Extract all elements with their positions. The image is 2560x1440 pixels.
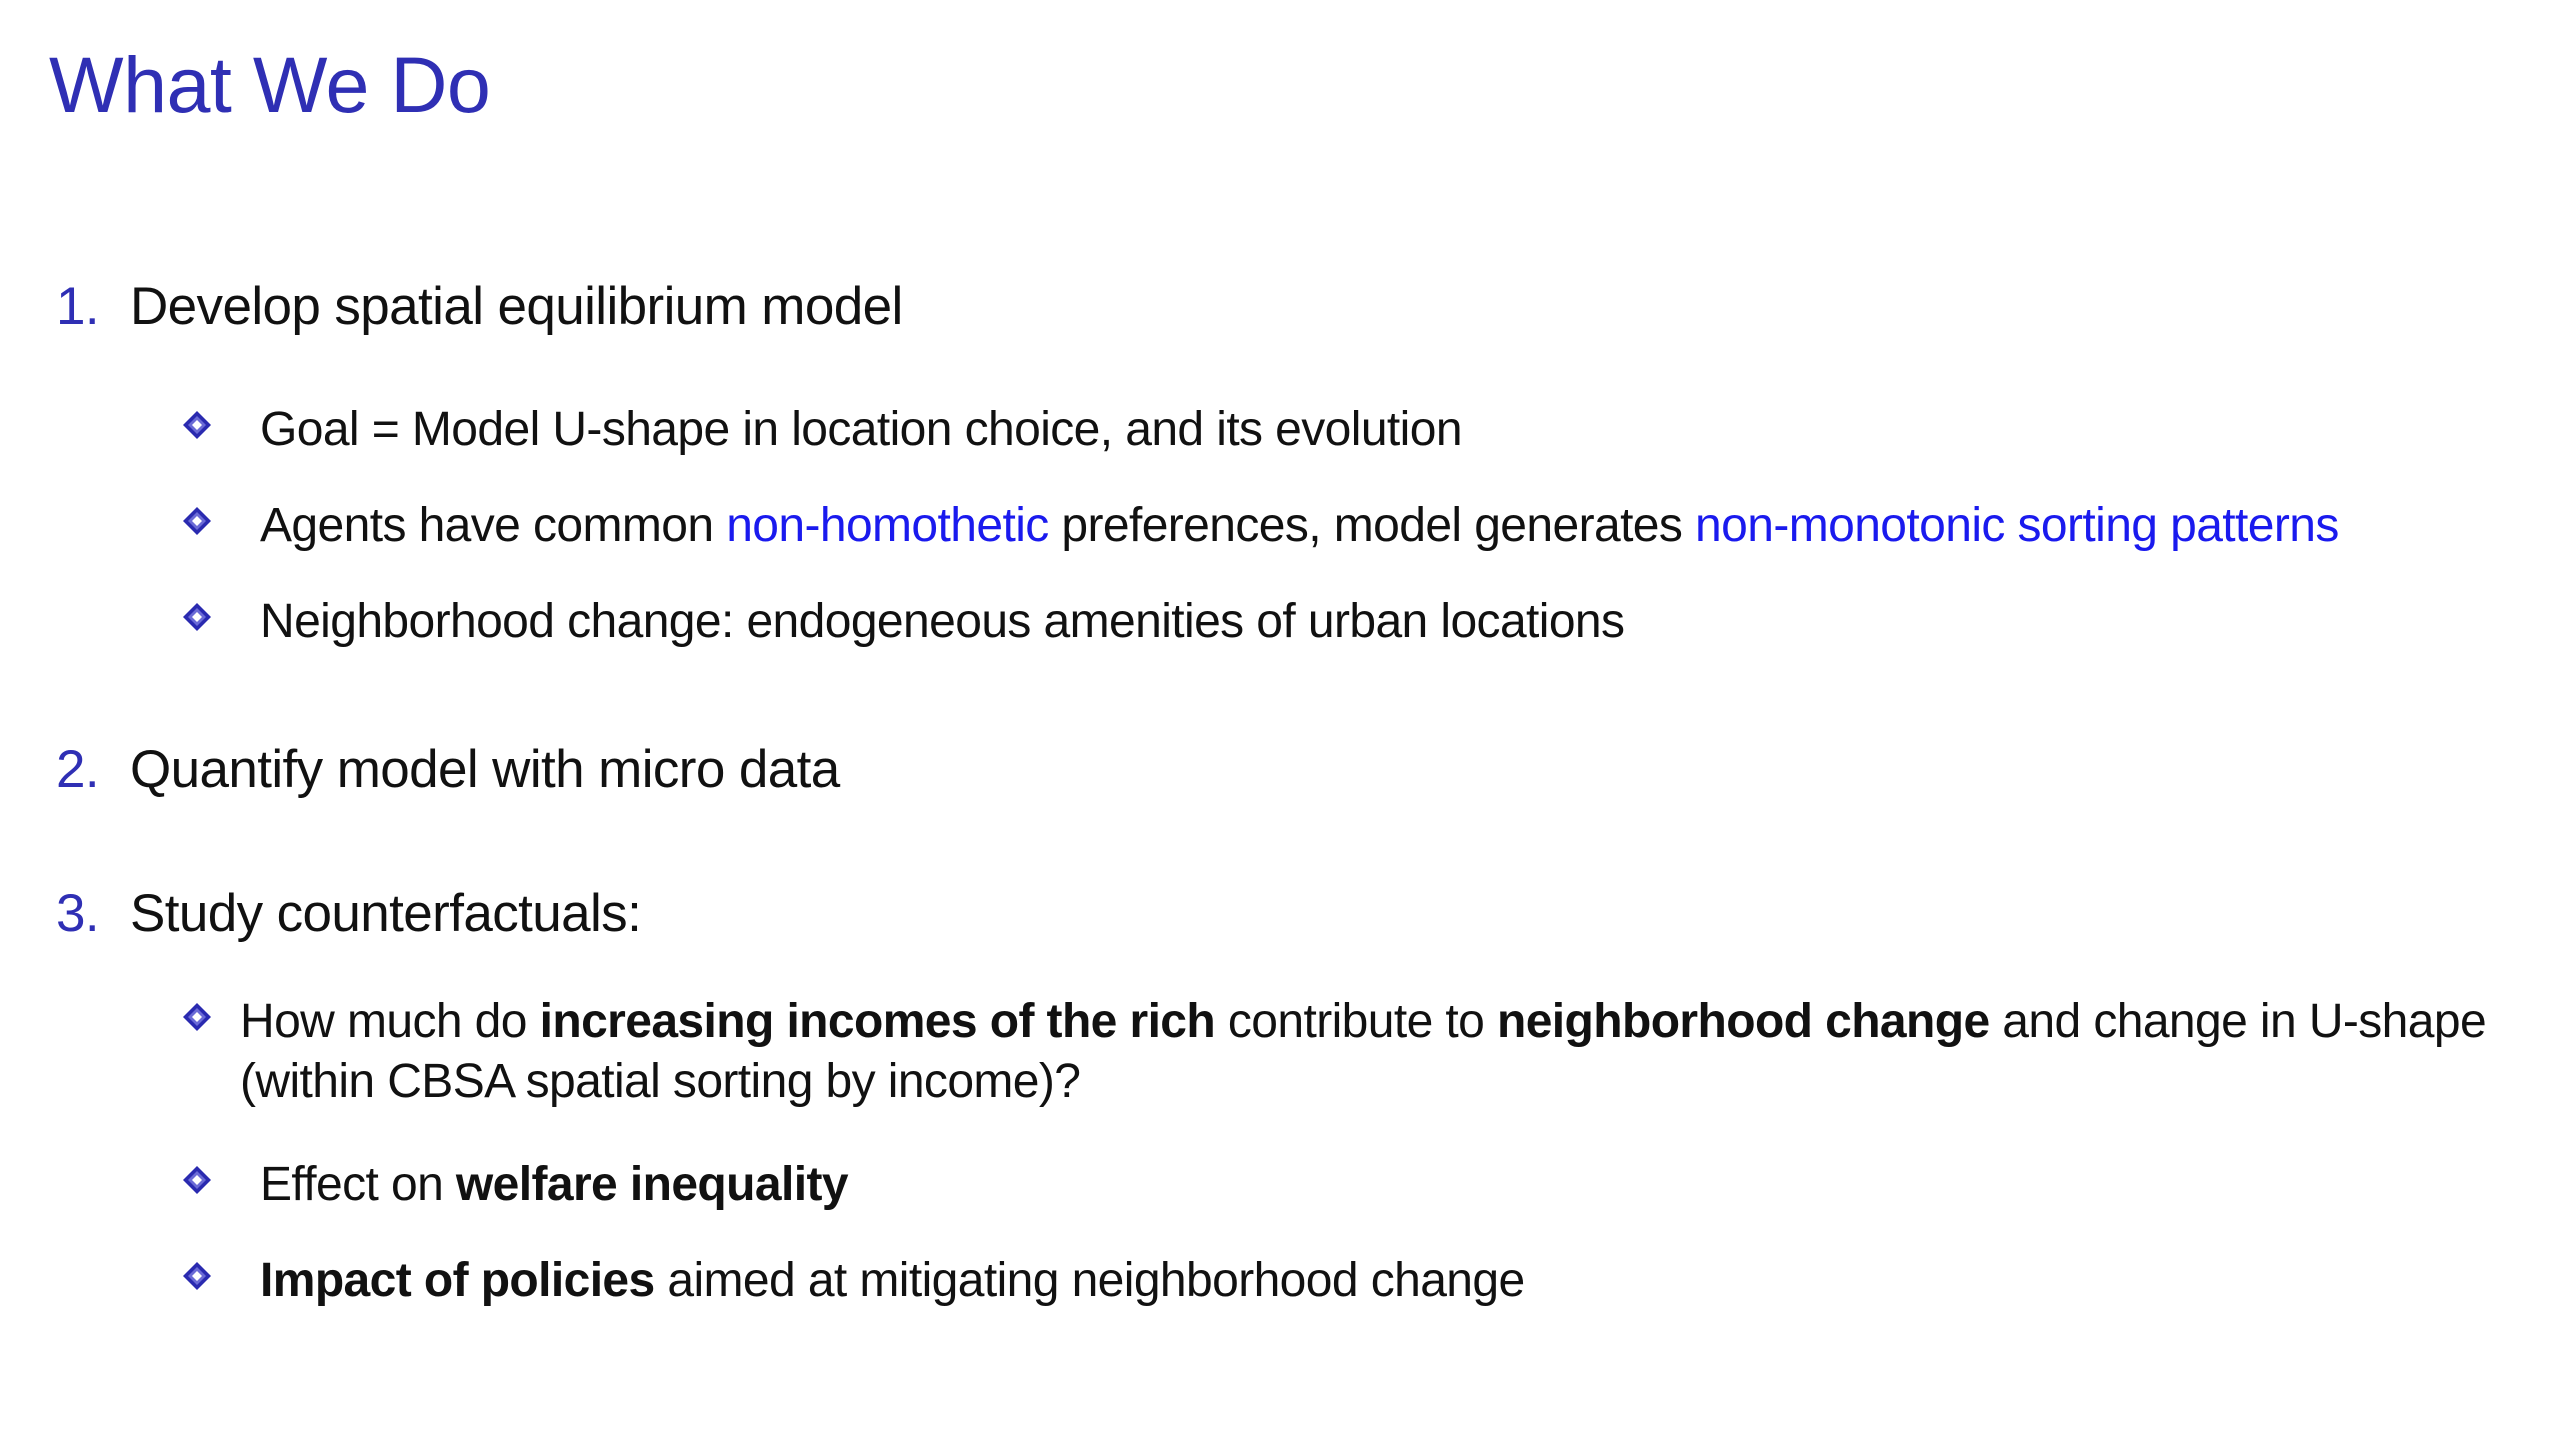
diamond-bullet-icon [182, 602, 222, 642]
text-run: preferences, model generates [1048, 499, 1696, 552]
bold-term: increasing incomes of the rich [539, 995, 1216, 1048]
item-text: Develop spatial equilibrium model [130, 277, 903, 336]
text-run: and change in U-shape (within CBSA spatial sorting by income)? [240, 995, 2487, 1108]
text-run: aimed at mitigating neighborhood change [654, 1254, 1525, 1307]
text-run: Agents have common [260, 499, 727, 552]
highlight-term: non-homothetic [726, 499, 1049, 552]
text-run: contribute to [1215, 995, 1497, 1048]
item-number: 2. [56, 740, 100, 799]
text-run: How much do [240, 995, 540, 1048]
bold-term: welfare inequality [455, 1158, 848, 1211]
bullet-text [260, 1155, 848, 1215]
list-item-1 [56, 275, 903, 339]
bold-term: Impact of policies [260, 1254, 655, 1307]
diamond-bullet-icon [182, 506, 222, 546]
slide-title: What We Do [49, 40, 491, 129]
bullet-text: Goal = Model U-shape in location choice, and its evolution [260, 403, 1462, 456]
bold-term: neighborhood change [1496, 995, 1990, 1048]
bullet-text: Neighborhood change: endogeneous amenities of urban locations [260, 595, 1625, 648]
item-number: 3. [56, 884, 100, 943]
diamond-bullet-icon [182, 1261, 222, 1301]
highlight-term: non-monotonic sorting patterns [1695, 499, 2339, 552]
bullet-text [260, 496, 2339, 556]
item-number: 1. [56, 277, 100, 336]
bullet-text [240, 992, 2530, 1112]
diamond-bullet-icon [182, 1002, 222, 1042]
text-run: Effect on [260, 1158, 456, 1211]
item-text: Quantify model with micro data [130, 740, 840, 799]
list-item-3 [56, 882, 641, 946]
item-text: Study counterfactuals: [130, 884, 642, 943]
bullet-text [260, 1251, 1525, 1311]
diamond-bullet-icon [182, 410, 222, 450]
list-item-2 [56, 738, 840, 802]
diamond-bullet-icon [182, 1165, 222, 1205]
